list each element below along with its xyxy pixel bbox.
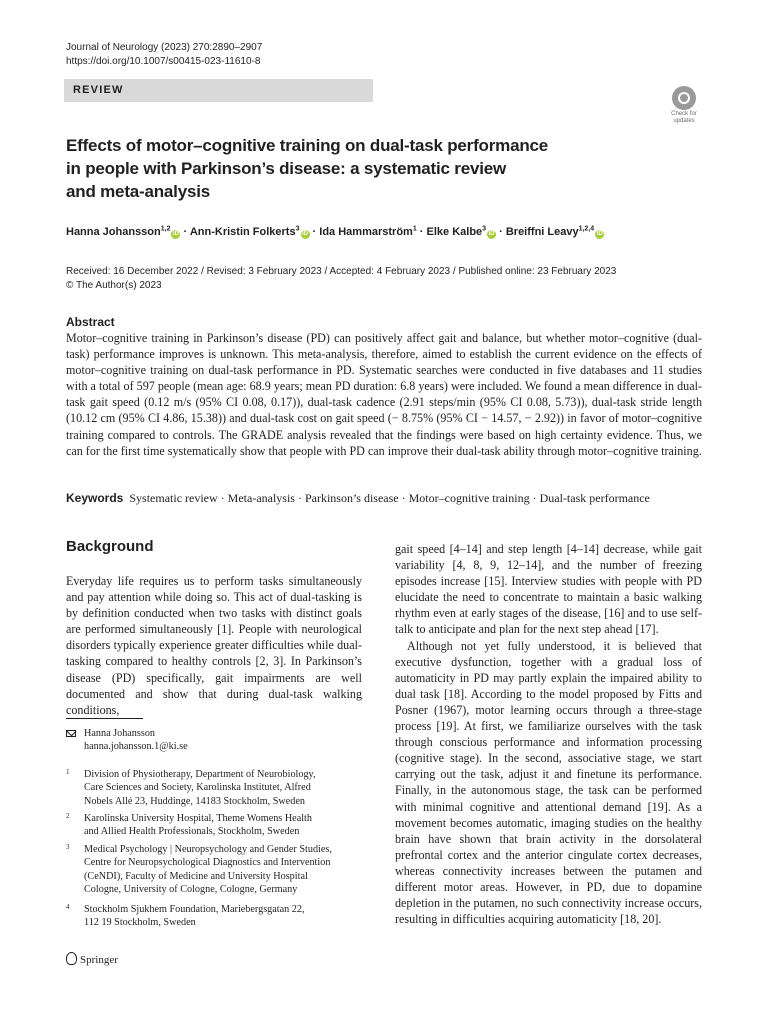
author-separator: · (180, 226, 190, 238)
author-name[interactable]: Elke Kalbe (426, 226, 483, 238)
author-separator: · (416, 226, 427, 238)
keywords (66, 491, 650, 506)
author-list (66, 226, 604, 239)
author-affiliation-sup: 1 (412, 225, 417, 233)
section-label-bar (64, 79, 373, 102)
envelope-icon (66, 730, 76, 737)
affiliation: Division of Physiotherapy, Department of Neurobiology, Care Sciences and Society, Karolinska Institutet, Alfred Nobels Allé 23, Huddinge, 14183 Stockholm, Sweden (84, 769, 316, 807)
article-dates (66, 265, 616, 293)
dates-line: Received: 16 December 2022 / Revised: 3 February 2023 / Accepted: 4 February 2023 / Published online: 23 February 2023 (66, 266, 617, 277)
background-right-column (395, 541, 702, 927)
orcid-icon[interactable]: iD (596, 231, 603, 237)
author-affiliation-sup: 3 (482, 225, 487, 233)
journal-info (66, 41, 262, 69)
doi-link[interactable]: https://doi.org/10.1007/s00415-023-11610-8 (66, 56, 261, 67)
footnote-rule (66, 718, 143, 719)
publisher-footer (66, 952, 118, 966)
affiliation-number: 2 (66, 812, 70, 820)
background-paragraph: Although not yet fully understood, it is believed that executive dysfunction, together with a gradual loss of automaticity in PD may partly explain the impaired ability to dual task [18]. According to the model proposed by Fitts and Posner (1967), motor learning occurs through a three-stage process [19]. At first, we familiarize ourselves with the task through conscious performance and information processing (cognitive stage). In the second, associative stage, we start carrying out the task, adjust it and finetune its performance. Finally, in the autonomous stage, the task can be performed with minimal cognitive and attentional demand [19]. As a movement becomes automatic, imaging studies on the healthy brain have shown that brain activity in the dorsolateral prefrontal cortex and the anterior cingulate cortex decreases, whereas connectivity increases between the putamen and different motor areas. However, in PD, due to dopamine depletion in the putamen, no such connectivity increase occurs, resulting in difficulties acquiring automaticity [18, 20]. (395, 638, 702, 927)
check-updates-label: Check for updates (671, 111, 697, 124)
orcid-icon[interactable]: iD (488, 231, 495, 237)
author-affiliation-sup: 3 (295, 225, 300, 233)
orcid-icon[interactable]: iD (172, 231, 179, 237)
author-name[interactable]: Ann-Kristin Folkerts (189, 226, 296, 238)
springer-logo-icon (66, 952, 77, 965)
author-affiliation-sup: 1,2 (160, 225, 171, 233)
check-for-updates-button[interactable] (664, 86, 704, 124)
affiliation-number: 3 (66, 843, 70, 851)
author-separator: · (309, 226, 320, 238)
journal-citation: Journal of Neurology (2023) 270:2890–2907 (66, 42, 263, 53)
title-line: and meta-analysis (66, 182, 210, 201)
abstract-heading: Abstract (66, 315, 115, 329)
author-name[interactable]: Ida Hammarström (319, 226, 413, 238)
affiliation: Medical Psychology | Neuropsychology and Gender Studies, Centre for Neuropsychological Diagnostics and Intervention (CeNDI), Faculty of Medicine and University Hospital Cologne, University of Cologne, Cologne, Germany (84, 844, 332, 895)
affiliation-number: 4 (66, 903, 70, 911)
author-affiliation-sup: 1,2,4 (578, 225, 595, 233)
check-updates-icon (672, 86, 696, 110)
background-paragraph: gait speed [4–14] and step length [4–14] decrease, while gait variability [4, 8, 9, 12–14], and the number of freezing episodes increase [15]. Interview studies with people with PD elucidate the need to concentrate to maintain a basic walking rhythm even at early stages of the disease, [16] and to use self-talk to anticipate and plan for the next step ahead [17]. (395, 542, 702, 637)
keywords-label: Keywords (66, 491, 124, 505)
author-name[interactable]: Hanna Johansson (66, 226, 161, 238)
title-line: Effects of motor–cognitive training on dual-task performance (66, 136, 549, 155)
orcid-icon[interactable]: iD (302, 231, 308, 237)
publisher-name: Springer (80, 954, 118, 966)
affiliation: Stockholm Sjukhem Foundation, Mariebergsgatan 22, 112 19 Stockholm, Sweden (84, 904, 305, 929)
title-line: in people with Parkinson’s disease: a systematic review (66, 159, 506, 178)
article-title (66, 134, 626, 203)
affiliation: Karolinska University Hospital, Theme Womens Health and Allied Health Professionals, Stockholm, Sweden (84, 813, 312, 838)
abstract-text: Motor–cognitive training in Parkinson’s disease (PD) can positively affect gait and balance, but whether motor–cognitive (dual-task) performance improves is unknown. This meta-analysis, therefore, aimed to establish the current evidence on the effects of motor–cognitive training on dual-task performance in PD. Systematic searches were conducted in five databases and 11 studies with a total of 597 people (mean age: 68.9 years; mean PD duration: 6.8 years) were included. We found a mean difference in dual-task gait speed (0.12 m/s (95% CI 0.08, 0.17)), dual-task cadence (2.91 steps/min (95% CI 0.08, 5.73)), dual-task stride length (10.12 cm (95% CI 4.86, 15.38)) and dual-task cost on gait speed (− 8.75% (95% CI − 14.57, − 2.92)) in favor of motor–cognitive training compared to controls. The GRADE analysis revealed that the findings were based on high certainty evidence. Thus, we can for the first time systematically show that people with PD can improve their dual-task ability through motor–cognitive training. (66, 331, 702, 458)
affiliation-number: 1 (66, 768, 70, 776)
copyright-line: © The Author(s) 2023 (66, 280, 162, 291)
keywords-list: Systematic review · Meta-analysis · Parkinson’s disease · Motor–cognitive training · Dual-task performance (129, 491, 650, 505)
author-name[interactable]: Breiffni Leavy (505, 226, 579, 238)
corresponding-author (84, 727, 364, 754)
section-label: REVIEW (73, 84, 124, 96)
author-separator: · (496, 226, 506, 238)
background-left-paragraph: Everyday life requires us to perform tasks simultaneously and pay attention while doing so. This act of dual-tasking is by definition conducted when two tasks with distinct goals are performed simultaneously [1]. People with neurological disorders typically experience greater difficulties while dual-tasking compared to healthy controls [2, 3]. In Parkinson’s disease (PD) specifically, gait impairments are well documented and show that during dual-task walking conditions, (66, 574, 362, 717)
corresponding-name: Hanna Johansson (84, 728, 156, 739)
background-heading: Background (66, 538, 154, 555)
corresponding-email[interactable]: hanna.johansson.1@ki.se (84, 741, 188, 753)
